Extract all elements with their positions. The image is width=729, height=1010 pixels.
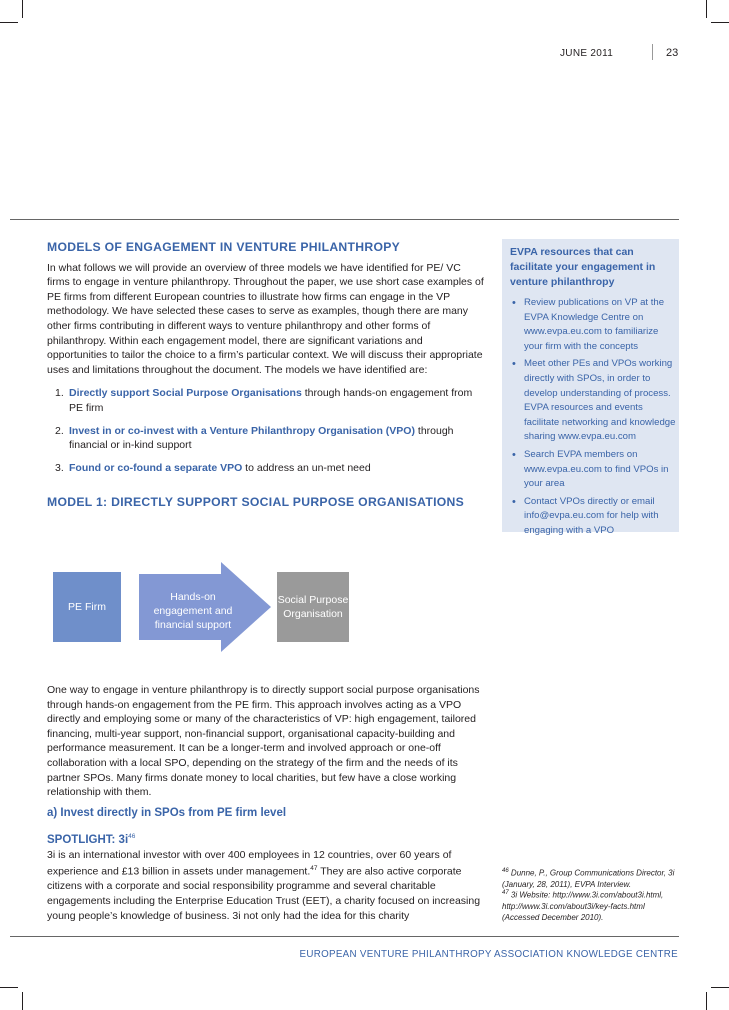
list-item [47,424,485,453]
intro-paragraph: In what follows we will provide an overview of three models we have identified for PE/ VC firms to engage in venture philanthropy. Throughout the paper, we use short case examples of PE firms from different European countries to illustrate how firms can engage in the VP methodology. We have selected these cases to serve as examples, though there are many other firms contributing in different ways to venture philanthropy and other forms of philanthropy. Within each engagement model, there are significant variations and opportunities to tailor the choice to a firm’s particular context. We will discuss their appropriate uses and limitations throughout the document. The models we have identified are: [47,261,484,376]
sidebar-item [510,495,676,539]
crop-mark [706,992,707,1010]
model-description: through hands-on engagement from PE firm [69,387,473,414]
model-name: Directly support Social Purpose Organisations [69,387,302,400]
footnote-ref: 47 [310,865,318,873]
list-item [47,461,485,476]
model-name: Found or co-found a separate VPO [69,461,243,474]
crop-mark [711,987,729,988]
page-number: 23 [666,47,679,59]
model-description: through financial or in-kind support [69,424,454,452]
bullet-icon: • [512,358,516,371]
footnote-text: 3i Website: http://www.3i.com/about3i.html, http://www.3i.com/about3i/key-facts.html (Accessed December 2010). [502,890,664,923]
footnote [502,866,678,890]
list-item [47,386,485,415]
footnote-text: Dunne, P., Group Communications Director, 3i (January, 28, 2011), EVPA Interview. [502,868,675,889]
models-list [47,386,485,475]
sidebar-item-text: Review publications on VP at the EVPA Knowledge Centre on www.evpa.eu.com to familiarize your firm with the concepts [524,297,665,352]
top-rule [10,219,679,220]
bullet-icon: • [512,495,516,508]
pe-firm-box: PE Firm [53,572,121,642]
crop-mark [0,987,18,988]
sidebar-item-text: Search EVPA members on www.evpa.eu.com to find VPOs in your area [524,448,669,490]
model-description: to address an un-met need [242,461,371,474]
bullet-icon: • [512,448,516,461]
footnote-number: 46 [502,868,509,874]
list-number: 2. [55,424,64,437]
spotlight-title-text: SPOTLIGHT: 3i [47,834,129,847]
subheading: a) Invest directly in SPOs from PE firm level [47,806,287,819]
footnote-ref: 46 [128,833,136,841]
spo-box: Social Purpose Organisation [277,572,349,642]
resources-sidebar [502,239,679,536]
crop-mark [706,0,707,18]
model1-section [47,683,485,923]
footer-text: EUROPEAN VENTURE PHILANTHROPY ASSOCIATION KNOWLEDGE CENTRE [299,949,678,960]
header-date: JUNE 2011 [560,48,614,59]
sidebar-item [510,448,676,492]
spotlight-text: 3i is an international investor with over 400 employees in 12 countries, over 60 years of experience and £13 billion in assets under management. [47,848,452,878]
spotlight-title [47,830,485,847]
crop-mark [22,992,23,1010]
sidebar-list [510,296,676,542]
footnote-number: 47 [502,890,509,896]
models-section [47,240,485,510]
crop-mark [0,22,18,23]
bottom-rule [10,936,679,937]
sidebar-item-text: Contact VPOs directly or email info@evpa.eu.com for help with engaging with a VPO [524,495,659,536]
list-number: 3. [55,461,64,474]
sidebar-item-text: Meet other PEs and VPOs working directly with SPOs, in order to develop understanding of process. EVPA resources and events facilitate networking and knowledge sharing www.evpa.eu.com [524,358,676,443]
sidebar-item [510,296,676,354]
sidebar-item [510,357,676,445]
footnote [502,888,678,924]
model1-title: MODEL 1: DIRECTLY SUPPORT SOCIAL PURPOSE ORGANISATIONS [47,495,465,510]
spotlight-text: They are also active corporate citizens with a corporate and social responsibility programme and several charitable engagements including the Enterprise Education Trust (EET), a charity focused on increasing young people’s knowledge of business. 3i not only had the idea for this charity [47,865,481,922]
section-title: MODELS OF ENGAGEMENT IN VENTURE PHILANTHROPY [47,240,401,254]
bullet-icon: • [512,297,516,309]
spotlight-paragraph [47,848,485,923]
model-name: Invest in or co-invest with a Venture Philanthropy Organisation (VPO) [69,424,415,437]
model1-diagram [47,560,367,656]
list-number: 1. [55,387,64,400]
arrow-label: Hands-on engagement and financial support [153,591,233,631]
header-divider [652,44,653,60]
crop-mark [22,0,23,18]
model1-paragraph: One way to engage in venture philanthropy is to directly support social purpose organisations through hands-on engagement from the PE firm. This approach involves acting as a VPO directly and employing some or many of the characteristics of VP: high engagement, tailored financing, multi-year support, non-financial support, organisational capacity-building and performance measurement. It can be a longer-term and involved approach or one-off collaboration with a local SPO, depending on the strategy of the firm and the needs of its partner SPOs. Many firms donate money to local charities, but few have a close working relationship with them. [47,684,480,799]
sidebar-title: EVPA resources that can facilitate your engagement in venture philanthropy [510,246,656,288]
crop-mark [711,22,729,23]
